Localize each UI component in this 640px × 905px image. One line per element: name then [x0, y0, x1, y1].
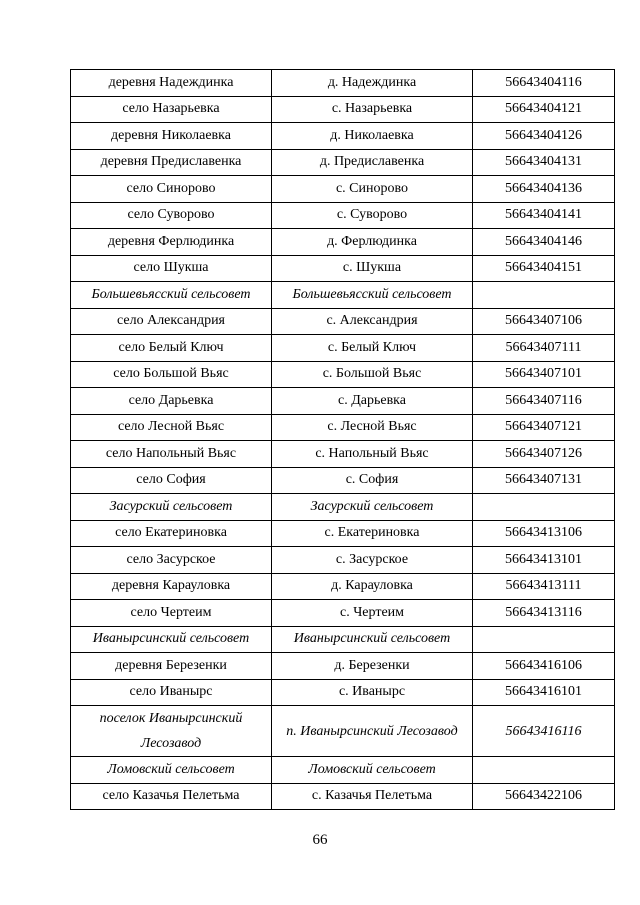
settlements-table	[70, 69, 615, 810]
section-row	[71, 282, 615, 309]
oktmo-code-cell: 56643413111	[473, 573, 615, 600]
section-row	[71, 757, 615, 784]
table-row	[71, 706, 615, 757]
settlement-short-cell: с. Дарьевка	[272, 388, 473, 415]
settlement-short-cell: д. Николаевка	[272, 123, 473, 150]
oktmo-code-cell: 56643404146	[473, 229, 615, 256]
settlement-name-cell: село Суворово	[71, 202, 272, 229]
settlement-short-cell: с. София	[272, 467, 473, 494]
settlement-name-cell: село Белый Ключ	[71, 335, 272, 362]
settlement-short-cell: д. Березенки	[272, 653, 473, 680]
table-row	[71, 388, 615, 415]
settlement-short-cell: д. Карауловка	[272, 573, 473, 600]
settlement-short-cell: Засурский сельсовет	[272, 494, 473, 521]
oktmo-code-cell: 56643407106	[473, 308, 615, 335]
settlement-name-cell: село Шукша	[71, 255, 272, 282]
oktmo-code-cell: 56643407116	[473, 388, 615, 415]
oktmo-code-cell: 56643407121	[473, 414, 615, 441]
table-row	[71, 653, 615, 680]
settlement-name-cell: Большевьясский сельсовет	[71, 282, 272, 309]
settlement-name-cell: Засурский сельсовет	[71, 494, 272, 521]
oktmo-code-cell	[473, 282, 615, 309]
oktmo-code-cell: 56643416106	[473, 653, 615, 680]
settlement-short-cell: с. Синорово	[272, 176, 473, 203]
settlement-name-cell: село Екатериновка	[71, 520, 272, 547]
settlement-short-cell: с. Екатериновка	[272, 520, 473, 547]
table-row	[71, 149, 615, 176]
oktmo-code-cell: 56643404121	[473, 96, 615, 123]
settlement-short-cell: с. Казачья Пелетьма	[272, 783, 473, 810]
section-row	[71, 626, 615, 653]
settlement-short-cell: Большевьясский сельсовет	[272, 282, 473, 309]
settlement-short-cell: Ломовский сельсовет	[272, 757, 473, 784]
settlement-short-cell: с. Большой Вьяс	[272, 361, 473, 388]
oktmo-code-cell: 56643407111	[473, 335, 615, 362]
settlement-short-cell: с. Александрия	[272, 308, 473, 335]
settlement-short-cell: с. Иванырс	[272, 679, 473, 706]
page-number: 66	[312, 832, 328, 848]
oktmo-code-cell: 56643422106	[473, 783, 615, 810]
settlement-short-cell: с. Суворово	[272, 202, 473, 229]
table-row	[71, 176, 615, 203]
settlement-short-cell: с. Шукша	[272, 255, 473, 282]
table-row	[71, 573, 615, 600]
settlement-short-cell: д. Надеждинка	[272, 70, 473, 97]
oktmo-code-cell	[473, 757, 615, 784]
oktmo-code-cell: 56643413106	[473, 520, 615, 547]
table-row	[71, 361, 615, 388]
table-row	[71, 441, 615, 468]
settlement-short-cell: Иванырсинский сельсовет	[272, 626, 473, 653]
table-row	[71, 335, 615, 362]
oktmo-code-cell: 56643404151	[473, 255, 615, 282]
settlement-name-cell: село Чертеим	[71, 600, 272, 627]
settlement-short-cell: с. Чертеим	[272, 600, 473, 627]
settlement-name-cell: село Большой Вьяс	[71, 361, 272, 388]
oktmo-code-cell: 56643407101	[473, 361, 615, 388]
table-row	[71, 783, 615, 810]
oktmo-code-cell	[473, 494, 615, 521]
settlement-name-cell: село Напольный Вьяс	[71, 441, 272, 468]
settlement-name-cell: село Лесной Вьяс	[71, 414, 272, 441]
table-row	[71, 202, 615, 229]
oktmo-code-cell: 56643404131	[473, 149, 615, 176]
oktmo-code-cell: 56643413101	[473, 547, 615, 574]
oktmo-code-cell: 56643404141	[473, 202, 615, 229]
settlement-name-cell: село София	[71, 467, 272, 494]
oktmo-code-cell: 56643413116	[473, 600, 615, 627]
settlements-table-body	[71, 70, 615, 810]
table-row	[71, 467, 615, 494]
settlement-name-cell: село Синорово	[71, 176, 272, 203]
table-row	[71, 96, 615, 123]
settlement-name-cell: деревня Николаевка	[71, 123, 272, 150]
settlement-short-cell: п. Иванырсинский Лесозавод	[272, 706, 473, 757]
settlement-name-cell: село Засурское	[71, 547, 272, 574]
settlement-name-cell: село Назарьевка	[71, 96, 272, 123]
settlement-name-cell: деревня Березенки	[71, 653, 272, 680]
oktmo-code-cell	[473, 626, 615, 653]
settlement-name-cell: село Александрия	[71, 308, 272, 335]
settlement-short-cell: с. Засурское	[272, 547, 473, 574]
oktmo-code-cell: 56643404126	[473, 123, 615, 150]
table-row	[71, 123, 615, 150]
settlement-name-cell: поселок Иванырсинский Лесозавод	[71, 706, 272, 757]
settlement-short-cell: д. Предиславенка	[272, 149, 473, 176]
settlement-short-cell: с. Лесной Вьяс	[272, 414, 473, 441]
table-row	[71, 70, 615, 97]
settlement-short-cell: с. Напольный Вьяс	[272, 441, 473, 468]
settlement-short-cell: д. Ферлюдинка	[272, 229, 473, 256]
table-row	[71, 255, 615, 282]
settlement-name-cell: село Дарьевка	[71, 388, 272, 415]
settlement-name-cell: деревня Карауловка	[71, 573, 272, 600]
table-row	[71, 547, 615, 574]
table-row	[71, 308, 615, 335]
settlement-name-cell: село Казачья Пелетьма	[71, 783, 272, 810]
section-row	[71, 494, 615, 521]
table-row	[71, 600, 615, 627]
settlement-short-cell: с. Белый Ключ	[272, 335, 473, 362]
oktmo-code-cell: 56643416116	[473, 706, 615, 757]
settlement-name-cell: деревня Ферлюдинка	[71, 229, 272, 256]
settlement-name-cell: деревня Предиславенка	[71, 149, 272, 176]
settlement-short-cell: с. Назарьевка	[272, 96, 473, 123]
settlement-name-cell: село Иванырс	[71, 679, 272, 706]
table-row	[71, 679, 615, 706]
oktmo-code-cell: 56643404136	[473, 176, 615, 203]
table-row	[71, 520, 615, 547]
settlement-name-cell: Ломовский сельсовет	[71, 757, 272, 784]
oktmo-code-cell: 56643407131	[473, 467, 615, 494]
oktmo-code-cell: 56643404116	[473, 70, 615, 97]
settlement-name-cell: деревня Надеждинка	[71, 70, 272, 97]
table-row	[71, 229, 615, 256]
oktmo-code-cell: 56643416101	[473, 679, 615, 706]
oktmo-code-cell: 56643407126	[473, 441, 615, 468]
settlement-name-cell: Иванырсинский сельсовет	[71, 626, 272, 653]
table-row	[71, 414, 615, 441]
